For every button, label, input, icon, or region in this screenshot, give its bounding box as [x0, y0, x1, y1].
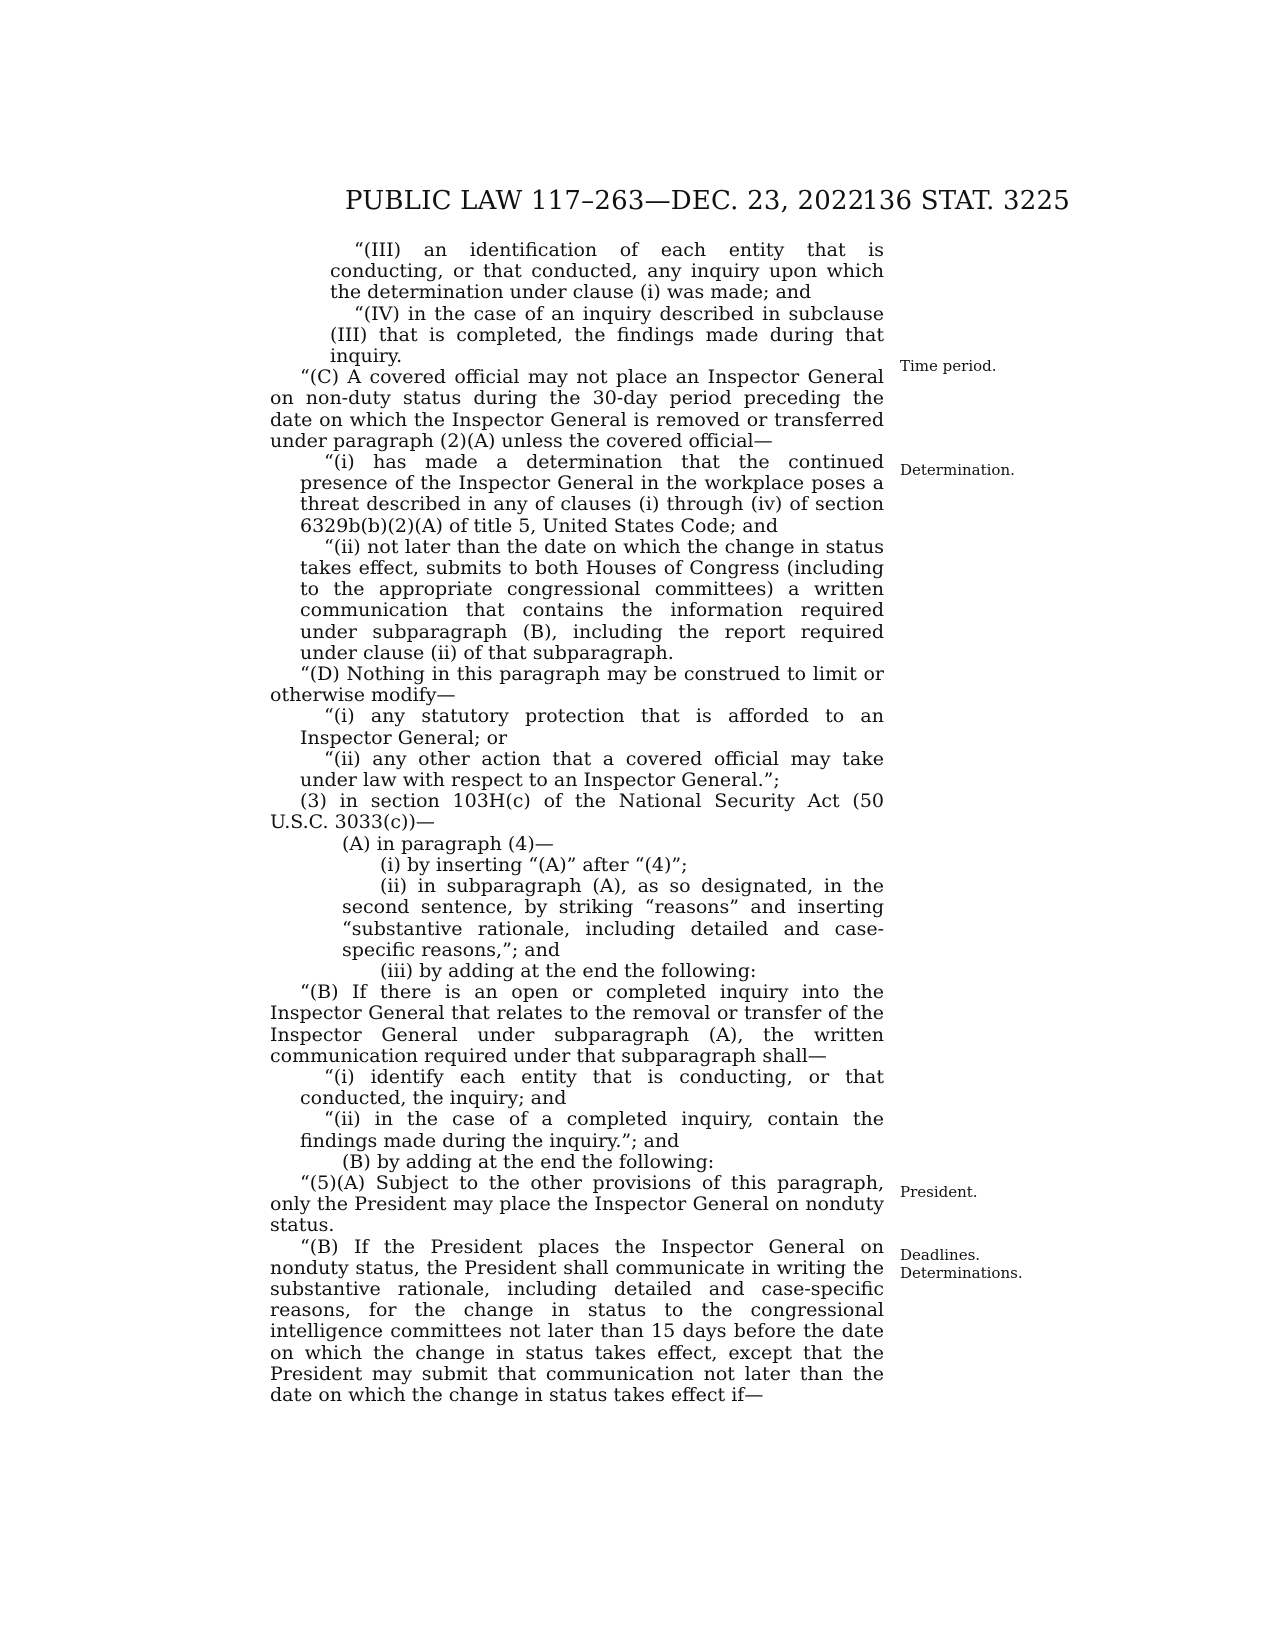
margin-note-president: President.: [900, 1183, 978, 1201]
clause-c-ii: “(ii) not later than the date on which the change in status takes effect, submits to both Houses of Congress (including to the appropriate congressional committees) a written communication that contains the information required under subparagraph (B), including the report required under clause (ii) of that subparagraph.: [300, 535, 884, 664]
margin-note-determinations: Determinations.: [900, 1264, 1023, 1282]
body-text: [270, 240, 884, 1406]
paragraph-5-b: “(B) If the President places the Inspector General on nonduty status, the President shall communicate in writing the substantive rationale, including detailed and case-specific reasons, for the change in status to the congressional intelligence committees not later than 15 days before the date on which the change in status takes effect, except that the President may submit that communication not later than the date on which the change in status takes effect if—: [270, 1235, 884, 1406]
margin-note-deadlines: Deadlines.: [900, 1246, 981, 1264]
margin-note-time-period: Time period.: [900, 357, 997, 375]
paragraph-3: (3) in section 103H(c) of the National Security Act (50 U.S.C. 3033(c))—: [270, 790, 884, 834]
clause-b-ii: “(ii) in the case of a completed inquiry, contain the findings made during the inquiry.”; and: [300, 1108, 884, 1152]
clause-c-i: “(i) has made a determination that the continued presence of the Inspector General in the workplace poses a threat described in any of clauses (i) through (iv) of section 6329b(b)(2)(A) of title 5, United States Code; and: [300, 451, 884, 537]
clause-d-ii: “(ii) any other action that a covered official may take under law with respect to an Inspector General.”;: [300, 747, 884, 792]
margin-note-determination: Determination.: [900, 461, 1015, 479]
clause-d-i: “(i) any statutory protection that is afforded to an Inspector General; or: [300, 705, 884, 749]
clause-b-i: “(i) identify each entity that is conducting, or that conducted, the inquiry; and: [300, 1065, 884, 1110]
clause-3-a-i: (i) by inserting “(A)” after “(4)”;: [380, 853, 688, 876]
running-header-stat: 136 STAT. 3225: [862, 186, 1070, 216]
subparagraph-3-b: (B) by adding at the end the following:: [342, 1150, 715, 1173]
clause-3-a-iii: (iii) by adding at the end the following:: [380, 959, 757, 982]
subparagraph-3-a: (A) in paragraph (4)—: [342, 832, 554, 855]
subclause-iv: “(IV) in the case of an inquiry described in subclause (III) that is completed, the findings made during that inquiry.: [330, 302, 884, 368]
subparagraph-b-inserted: “(B) If there is an open or completed inquiry into the Inspector General that relates to the removal or transfer of the Inspector General under subparagraph (A), the written communication required under that subparagraph shall—: [270, 981, 884, 1067]
subparagraph-d: “(D) Nothing in this paragraph may be construed to limit or otherwise modify—: [270, 663, 884, 707]
subparagraph-c: “(C) A covered official may not place an Inspector General on non-duty status during the 30-day period preceding the date on which the Inspector General is removed or transferred under paragraph (2)(A) unless the covered official—: [270, 366, 884, 452]
clause-3-a-ii: (ii) in subparagraph (A), as so designated, in the second sentence, by striking “reasons” and inserting “substantive rationale, including detailed and case-specific reasons,”; and: [342, 875, 884, 961]
subclause-iii: “(III) an identification of each entity that is conducting, or that conducted, any inquiry upon which the determination under clause (i) was made; and: [330, 239, 884, 304]
paragraph-5-a: “(5)(A) Subject to the other provisions of this paragraph, only the President may place the Inspector General on nonduty status.: [270, 1171, 884, 1237]
running-header-law: PUBLIC LAW 117–263—DEC. 23, 2022: [345, 186, 865, 216]
